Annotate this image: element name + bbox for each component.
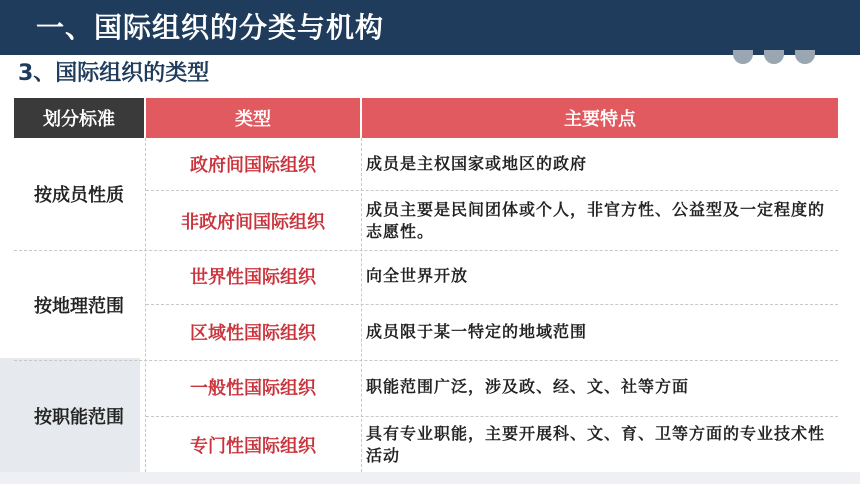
type-cell: 一般性国际组织 bbox=[190, 378, 316, 399]
decor-dot-1 bbox=[733, 50, 753, 64]
feature-cell: 向全世界开放 bbox=[366, 266, 469, 285]
feature-cell: 职能范围广泛，涉及政、经、文、社等方面 bbox=[366, 377, 690, 396]
header-type: 类型 bbox=[146, 98, 360, 138]
criterion-cell: 按地理范围 bbox=[34, 296, 124, 317]
decor-bottom-strip bbox=[0, 472, 860, 484]
feature-cell: 成员限于某一特定的地域范围 bbox=[366, 322, 588, 341]
criterion-cell: 按成员性质 bbox=[34, 185, 124, 206]
type-cell: 区域性国际组织 bbox=[190, 323, 316, 344]
page-title: 一、国际组织的分类与机构 bbox=[36, 11, 385, 44]
column-divider bbox=[361, 138, 362, 472]
title-bar bbox=[0, 0, 860, 55]
criterion-cell: 按职能范围 bbox=[34, 407, 124, 428]
type-cell: 世界性国际组织 bbox=[190, 267, 316, 288]
type-cell: 专门性国际组织 bbox=[190, 436, 316, 457]
header-criterion: 划分标准 bbox=[14, 98, 144, 138]
decor-dot-2 bbox=[764, 50, 784, 64]
type-cell: 政府间国际组织 bbox=[190, 155, 316, 176]
type-cell: 非政府间国际组织 bbox=[181, 211, 325, 233]
header-feature: 主要特点 bbox=[362, 98, 838, 138]
decor-dot-3 bbox=[795, 50, 815, 64]
feature-cell: 成员主要是民间团体或个人，非官方性、公益型及一定程度的志愿性。 bbox=[366, 199, 826, 241]
feature-cell: 成员是主权国家或地区的政府 bbox=[366, 154, 588, 173]
section-subtitle: 3、国际组织的类型 bbox=[18, 61, 210, 86]
feature-cell: 具有专业职能，主要开展科、文、育、卫等方面的专业技术性活动 bbox=[366, 424, 826, 465]
